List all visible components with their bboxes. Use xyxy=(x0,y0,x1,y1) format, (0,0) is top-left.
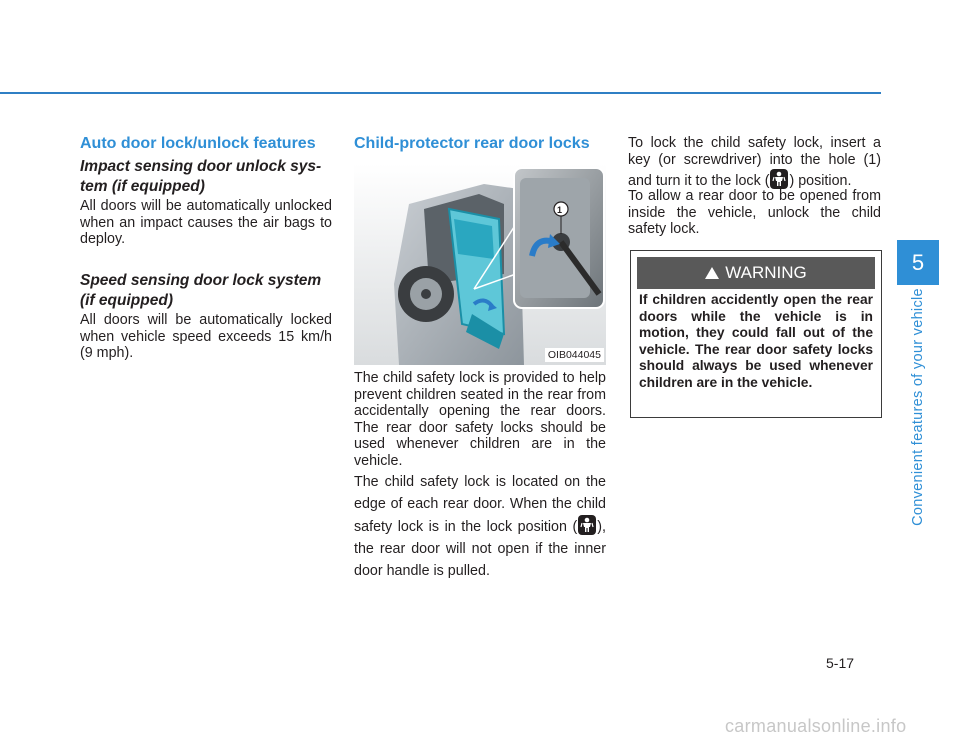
subheading-line: tem (if equipped) xyxy=(80,178,205,195)
chapter-title: Convenient features of your vehicle xyxy=(910,288,926,526)
page-number: 5-17 xyxy=(826,655,855,671)
child-lock-intro-paragraph: The child safety lock is provided to help prevent children seated in the rear from accidentally opening the rear doors. The rear door safety locks should be used whenever children are in the vehicle. xyxy=(354,370,606,469)
paragraph-text: The child safety lock is located on the edge of each rear door. When the child safety lock is in the lock position ( xyxy=(354,474,606,535)
warning-header xyxy=(637,257,875,289)
child-figure-lock-icon xyxy=(578,515,596,535)
subheading-line: Impact sensing door unlock sys- xyxy=(80,158,322,175)
watermark: carmanualsonline.info xyxy=(725,716,907,736)
subheading-impact-sensing xyxy=(80,157,321,197)
callout-number: 1 xyxy=(557,205,563,215)
speed-sensing-paragraph: All doors will be automatically locked when vehicle speed exceeds 15 km/h (9 mph). xyxy=(80,312,332,361)
section-heading: Child-protector rear door locks xyxy=(354,135,590,152)
header-rule xyxy=(0,92,881,94)
subheading-speed-sensing xyxy=(80,271,321,311)
paragraph-text: ), the rear door will not open if the inner door handle is pulled. xyxy=(354,519,606,579)
warning-title: WARNING xyxy=(725,263,807,282)
child-figure-lock-icon xyxy=(770,169,788,189)
paragraph-text: To lock the child safety lock, insert a key (or screwdriver) into the hole (1) and turn it to the lock ( xyxy=(628,135,881,189)
subheading-line: Speed sensing door lock system xyxy=(80,272,322,289)
section-heading: Auto door lock/unlock features xyxy=(80,135,316,152)
paragraph-text: ) position. xyxy=(789,173,852,189)
chapter-tab: 5 xyxy=(897,240,939,285)
warning-box xyxy=(630,250,882,418)
subheading-line: (if equipped) xyxy=(80,292,173,309)
warning-triangle-icon xyxy=(705,267,719,279)
child-lock-location-paragraph xyxy=(354,471,606,582)
impact-sensing-paragraph: All doors will be automatically unlocked when an impact causes the air bags to deploy. xyxy=(80,198,332,247)
lock-instruction-paragraph xyxy=(628,135,881,190)
car-door-drawing xyxy=(354,164,606,365)
rear-door-illustration xyxy=(354,164,606,365)
chapter-title-vertical xyxy=(900,288,936,526)
unlock-instruction-paragraph: To allow a rear door to be opened from inside the vehicle, unlock the child safety lock. xyxy=(628,188,881,237)
image-code: OIB044045 xyxy=(545,348,604,362)
warning-text: If children accidently open the rear doors while the vehicle is in motion, they could fall out of the vehicle. The rear door safety locks should always be used whenever children are in the vehicle. xyxy=(639,292,873,390)
